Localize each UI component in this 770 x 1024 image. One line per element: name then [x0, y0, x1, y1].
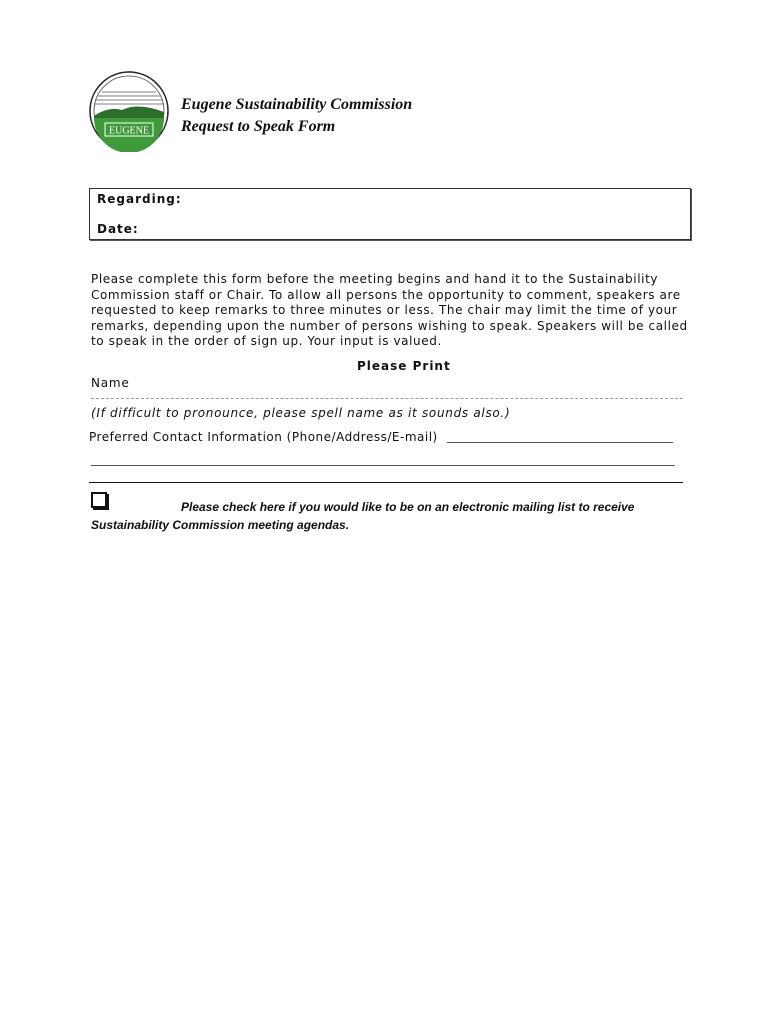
eugene-logo	[88, 70, 170, 152]
name-field-line[interactable]	[91, 398, 683, 399]
mailing-list-line1: Please check here if you would like to be on an electronic mailing list to receive	[181, 500, 635, 514]
header-titles	[181, 94, 412, 138]
mailing-list-text	[91, 498, 691, 534]
section-divider	[89, 482, 683, 483]
name-label: Name	[91, 376, 130, 390]
regarding-label: Regarding:	[97, 192, 182, 206]
page-subtitle: Request to Speak Form	[181, 118, 336, 135]
name-pronunciation-note: (If difficult to pronounce, please spell name as it sounds also.)	[91, 406, 511, 420]
mailing-list-line2: Sustainability Commission meeting agendas.	[91, 518, 350, 532]
intro-paragraph: Please complete this form before the meeting begins and hand it to the Sustainability Commission staff or Chair. To allow all persons the opportunity to comment, speakers are requested to keep remarks to three minutes or less. The chair may limit the time of your remarks, depending upon the number of persons wishing to speak. Speakers will be called to speak in the order of sign up. Your input is valued.	[91, 272, 688, 348]
please-print-heading: Please Print	[357, 359, 451, 373]
logo-text: EUGENE	[109, 125, 149, 137]
contact-field-line[interactable]	[447, 442, 673, 443]
contact-label: Preferred Contact Information (Phone/Address/E-mail)	[89, 430, 438, 444]
regarding-date-box	[89, 188, 691, 240]
page-title: Eugene Sustainability Commission	[181, 96, 413, 113]
date-label: Date:	[97, 222, 139, 236]
contact-field-line-2[interactable]	[91, 465, 675, 466]
